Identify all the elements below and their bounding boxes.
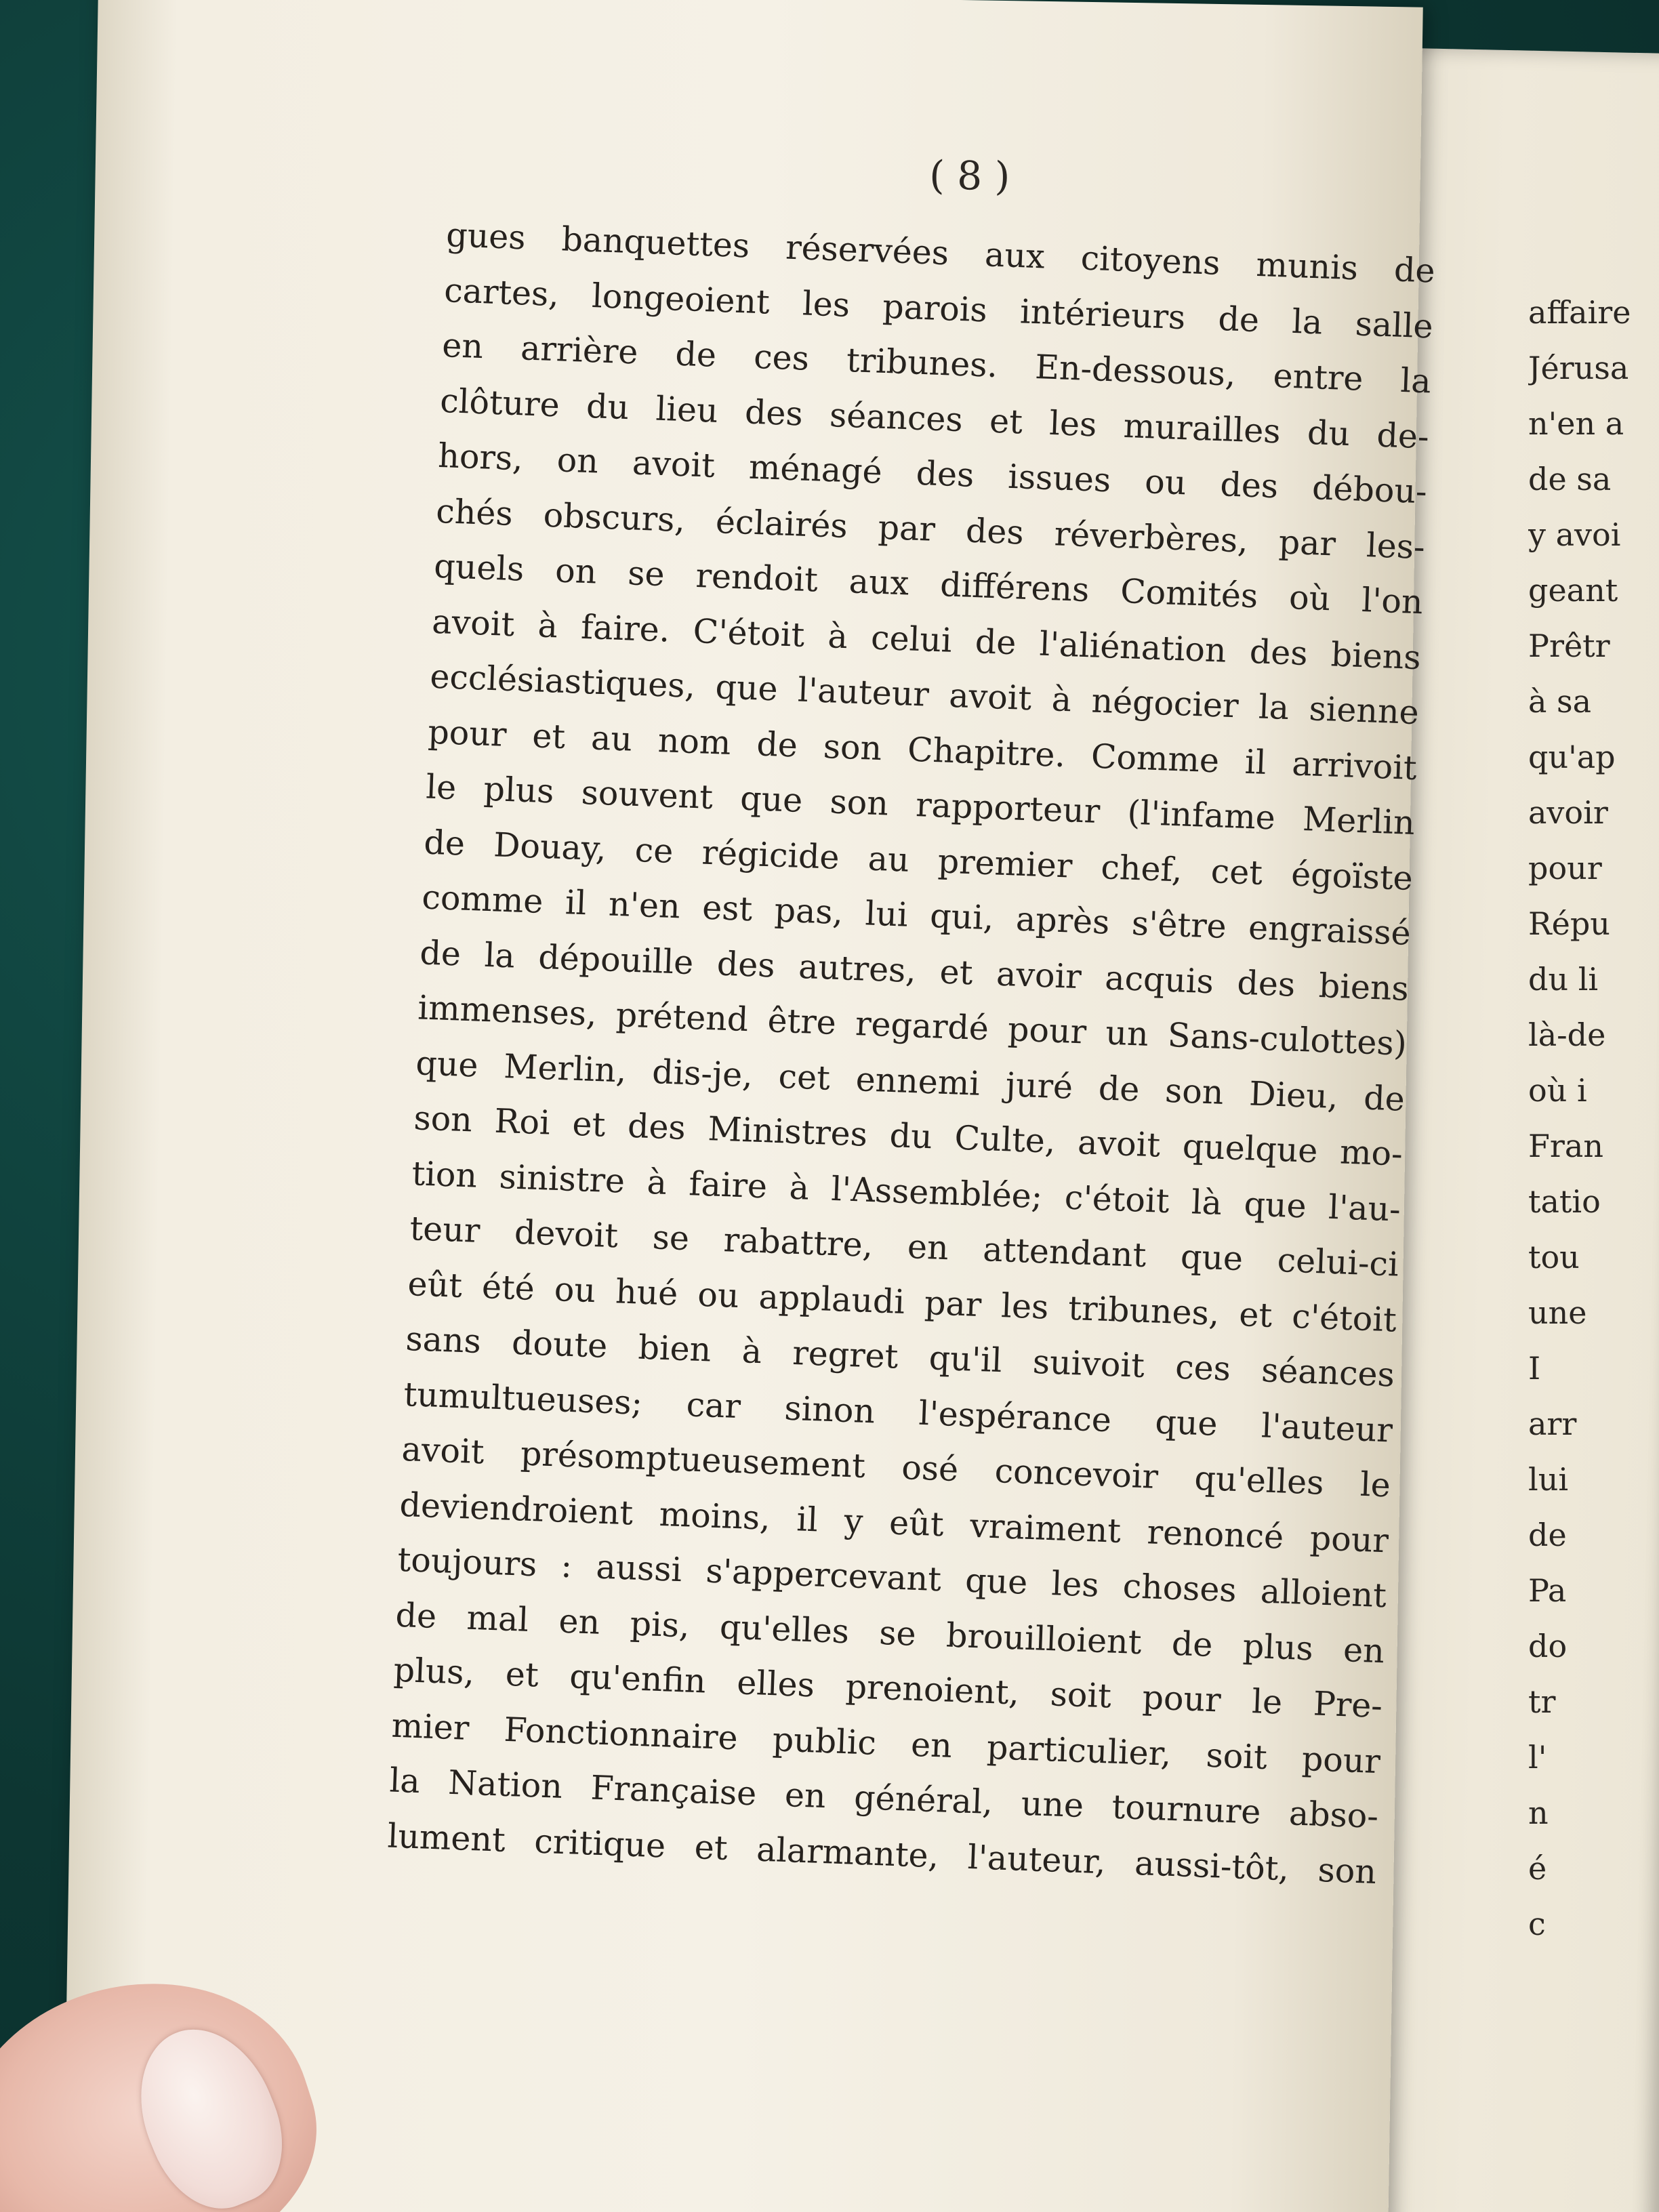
text-line: chés obscurs, éclairés par des réverbères, par les- xyxy=(435,491,1426,567)
text-line: le plus souvent que son rapporteur (l'infame Merlin xyxy=(425,767,1416,843)
facing-text-fragment: Jérusa xyxy=(1528,350,1629,386)
facing-text-fragment: Fran xyxy=(1528,1128,1603,1164)
text-line: pour et au nom de son Chapitre. Comme il arrivoit xyxy=(427,712,1418,787)
text-line: en arrière de ces tribunes. En-dessous, entre la xyxy=(441,326,1432,401)
text-line: cartes, longeoient les parois intérieurs de la salle xyxy=(443,270,1434,346)
facing-text-fragment: tou xyxy=(1528,1239,1580,1275)
text-line: clôture du lieu des séances et les murailles du de- xyxy=(439,381,1430,456)
page-number: ( 8 ) xyxy=(928,152,1010,200)
text-line: deviendroient moins, il y eût vraiment renoncé pour xyxy=(398,1485,1389,1560)
facing-text-fragment: une xyxy=(1528,1294,1587,1331)
facing-text-fragment: là-de xyxy=(1528,1017,1606,1053)
facing-text-fragment: l' xyxy=(1528,1739,1547,1776)
facing-text-fragment: affaire xyxy=(1528,294,1631,331)
facing-text-fragment: où i xyxy=(1528,1072,1587,1109)
facing-text-fragment: tatio xyxy=(1528,1183,1601,1220)
text-line: ecclésiastiques, que l'auteur avoit à négocier la sienne xyxy=(429,657,1420,733)
text-line: eût été ou hué ou applaudi par les tribunes, et c'étoit xyxy=(407,1264,1397,1340)
text-line: tumultueuses; car sinon l'espérance que l'auteur xyxy=(403,1374,1393,1450)
facing-text-fragment: lui xyxy=(1528,1461,1569,1498)
facing-text-fragment: arr xyxy=(1528,1406,1577,1442)
text-line: que Merlin, dis-je, cet ennemi juré de son Dieu, de xyxy=(415,1043,1406,1119)
facing-text-fragment: de sa xyxy=(1528,461,1612,497)
text-line: de mal en pis, qu'elles se brouilloient de plus en xyxy=(394,1595,1385,1671)
text-line: lument critique et alarmante, l'auteur, aussi-tôt, son xyxy=(386,1816,1377,1891)
facing-text-fragment: c xyxy=(1528,1906,1546,1942)
main-page xyxy=(63,0,1436,2212)
facing-text-fragment: Pa xyxy=(1528,1572,1567,1609)
text-line: gues banquettes réservées aux citoyens munis de xyxy=(445,216,1436,291)
page-body-text xyxy=(386,207,1436,1900)
text-line: quels on se rendoit aux différens Comités où l'on xyxy=(433,546,1424,622)
facing-text-fragment: é xyxy=(1528,1850,1547,1887)
text-line: teur devoit se rabattre, en attendant que celui-ci xyxy=(409,1209,1399,1284)
facing-text-fragment: geant xyxy=(1528,572,1618,609)
facing-text-fragment: pour xyxy=(1528,850,1602,886)
facing-text-fragment: qu'ap xyxy=(1528,739,1616,775)
facing-text-fragment: n'en a xyxy=(1528,405,1624,442)
facing-page-text xyxy=(1528,285,1659,1952)
text-line: hors, on avoit ménagé des issues ou des débou- xyxy=(437,436,1428,512)
facing-text-fragment: y avoi xyxy=(1528,516,1621,553)
facing-text-fragment: de xyxy=(1528,1517,1567,1553)
facing-text-fragment: n xyxy=(1528,1795,1549,1831)
text-line: comme il n'en est pas, lui qui, après s'être engraissé xyxy=(421,878,1412,953)
text-line: tion sinistre à faire à l'Assemblée; c'étoit là que l'au- xyxy=(411,1153,1401,1229)
text-line: la Nation Française en général, une tournure abso- xyxy=(388,1761,1379,1837)
text-line: de la dépouille des autres, et avoir acquis des biens xyxy=(419,933,1410,1008)
facing-text-fragment: tr xyxy=(1528,1683,1556,1720)
facing-text-fragment: I xyxy=(1528,1350,1541,1387)
facing-text-fragment: Répu xyxy=(1528,905,1610,942)
facing-text-fragment: à sa xyxy=(1528,683,1592,720)
facing-text-fragment: Prêtr xyxy=(1528,628,1610,664)
text-line: toujours : aussi s'appercevant que les choses alloient xyxy=(396,1540,1387,1616)
text-line: mier Fonctionnaire public en particulier, soit pour xyxy=(390,1706,1381,1781)
facing-text-fragment: do xyxy=(1528,1628,1568,1664)
text-line: avoit à faire. C'étoit à celui de l'aliénation des biens xyxy=(431,602,1422,677)
facing-text-fragment: du li xyxy=(1528,961,1599,998)
text-line: sans doute bien à regret qu'il suivoit ces séances xyxy=(405,1319,1395,1395)
text-line: immenses, prétend être regardé pour un Sans-culottes) xyxy=(417,988,1408,1063)
text-line: plus, et qu'enfin elles prenoient, soit pour le Pre- xyxy=(392,1650,1383,1726)
text-line: avoit présomptueusement osé concevoir qu'elles le xyxy=(401,1429,1391,1505)
facing-text-fragment: avoir xyxy=(1528,794,1608,831)
text-line: son Roi et des Ministres du Culte, avoit quelque mo- xyxy=(413,1099,1404,1174)
text-line: de Douay, ce régicide au premier chef, cet égoïste xyxy=(423,823,1414,898)
